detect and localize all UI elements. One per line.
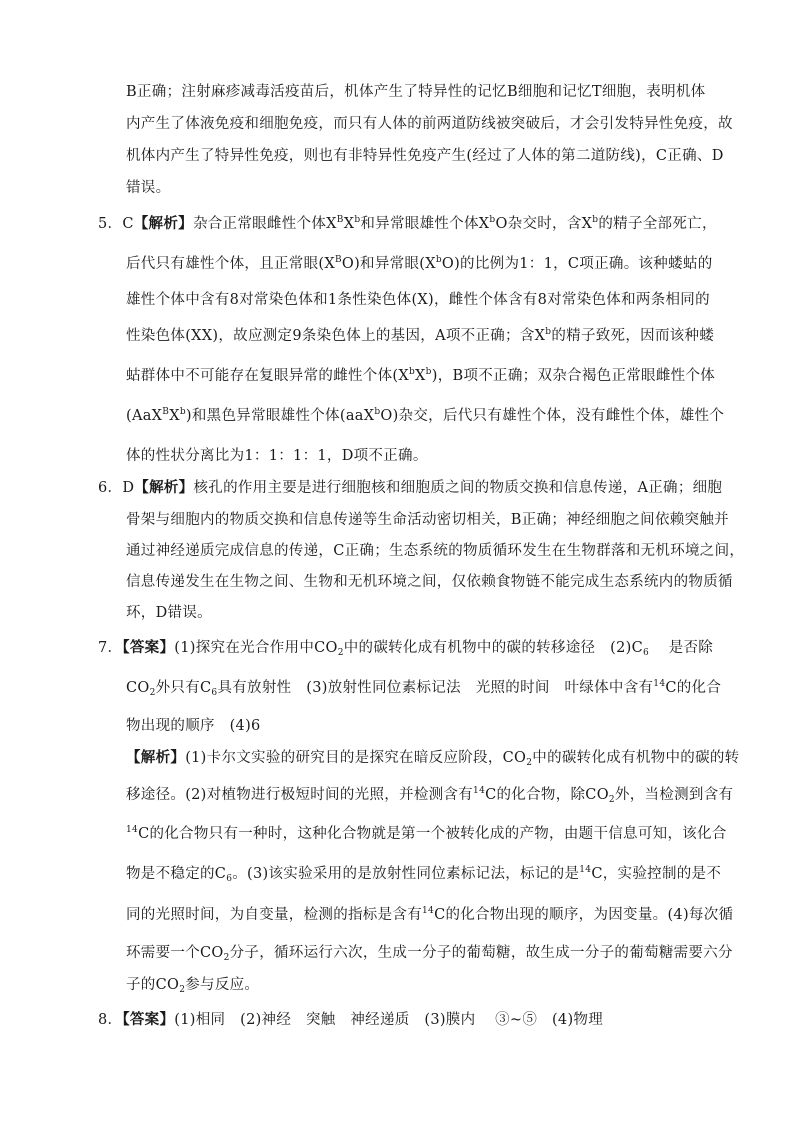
q5-text: 性染色体(XX)，故应测定9条染色体上的基因，A项不正确；含X [126, 328, 546, 344]
q5-number: 5．C [98, 216, 134, 232]
q6-tag: 【解析】 [134, 479, 194, 496]
sup: b [489, 215, 496, 225]
q7-text: 移途径。(2)对植物进行极短时间的光照，并检测含有 [126, 787, 474, 803]
q7-text: C的化合物只有一种时，这种化合物就是第一个被转化成的产物，由题干信息可知，该化合 [138, 826, 727, 842]
q7-text: 外，当检测到含有 [614, 787, 734, 803]
q6-line-2: 骨架与细胞内的物质交换和信息传递等生命活动密切相关，B正确；神经细胞之间依赖突触并 [126, 512, 729, 528]
sub: 6 [211, 688, 218, 698]
q8-text: (1)相同 (2)神经 突触 神经递质 (3)膜内 ③~⑤ (4)物理 [174, 1012, 603, 1028]
q4-line-2: 内产生了体液免疫和细胞免疫，而只有人体的前两道防线被突破后，才会引发特异性免疫，故 [126, 116, 733, 132]
q7-answer-line-2 [126, 678, 721, 698]
sub: 2 [179, 985, 186, 995]
sup: 14 [653, 679, 666, 689]
q7-text: C的化合 [665, 680, 722, 696]
q7-text: (1)探究在光合作用中CO [174, 640, 338, 656]
q6-line-4: 信息传递发生在生物之间、生物和无机环境之间，仅依赖食物链不能完成生态系统内的物质循 [126, 574, 733, 590]
q5-text: (AaX [126, 408, 163, 424]
q7-text: 子的CO [126, 977, 180, 993]
q5-text: O)的比例为1：1，C项正确。该种蝼蛄的 [441, 256, 713, 272]
sup: b [592, 215, 599, 225]
q7-text: 中的碳转化成有机物中的碳的转移途径 (2)C [343, 640, 643, 656]
q4-line-3: 机体内产生了特异性免疫，则也有非特异性免疫产生(经过了人体的第二道防线)，C正确、D [126, 148, 724, 164]
q5-text: 杂合正常眼雌性个体X [192, 216, 337, 232]
sup: b [179, 407, 186, 417]
sub: 2 [337, 648, 344, 658]
q7-analysis-line-4 [126, 864, 721, 884]
q7-text: CO [126, 680, 150, 696]
q7-text: 是否除 [649, 640, 714, 656]
q5-line-2 [126, 254, 713, 274]
sup: b [545, 327, 552, 337]
q5-text: 的精子全部死亡， [598, 216, 717, 232]
q5-line-6 [126, 406, 724, 426]
q5-line-7: 体的性状分离比为1：1：1：1，D项不正确。 [126, 448, 428, 464]
q5-text: )，B项不正确；双杂合褐色正常眼雌性个体 [431, 368, 716, 384]
q7-text: 中的碳转化成有机物中的碳的转 [532, 750, 740, 766]
q5-text: O)杂交，后代只有雄性个体，没有雌性个体，雄性个 [380, 408, 725, 424]
q5-text: )和黑色异常眼雄性个体(aaX [185, 408, 375, 424]
q5-text: X [343, 216, 355, 232]
q7-text: 参与反应。 [185, 977, 260, 993]
q7-text: 分子，循环运行六次，生成一分子的葡萄糖，故生成一分子的葡萄糖需要六分 [229, 945, 733, 961]
q6-text: 核孔的作用主要是进行细胞核和细胞质之间的物质交换和信息传递，A正确；细胞 [193, 480, 723, 496]
q4-line-1: B正确；注射麻疹减毒活疫苗后，机体产生了特异性的记忆B细胞和记忆T细胞，表明机体 [126, 84, 706, 100]
q7-text: C的化合物，除CO [485, 787, 609, 803]
q6-line-3: 通过神经递质完成信息的传递，C正确；生态系统的物质循环发生在生物群落和无机环境之间， [126, 543, 745, 559]
q7-text: 外只有C [155, 680, 212, 696]
q5-text: O)和异常眼(X [341, 256, 436, 272]
q4-line-4: 错误。 [126, 180, 171, 196]
sup: B [162, 407, 170, 417]
q5-text: 和异常眼雄性个体X [360, 216, 490, 232]
sup: b [425, 367, 432, 377]
q6-line-5: 环，D错误。 [126, 605, 212, 621]
q5-text: 的精子致死，因而该种蝼 [551, 328, 715, 344]
q7-answer-line-1 [98, 638, 713, 658]
q8-answer-line [98, 1010, 603, 1030]
q7-number: 7． [98, 640, 123, 656]
sup: b [354, 215, 361, 225]
q8-answer-tag: 【答案】 [122, 1011, 175, 1028]
q5-text: X [415, 368, 426, 384]
q7-analysis-line-2 [126, 785, 733, 805]
q5-line-3: 雄性个体中含有8对常染色体和1条性染色体(X)，雌性个体含有8对常染色体和两条相同的 [126, 292, 710, 308]
q7-analysis-line-6 [126, 943, 733, 963]
q7-text: 环需要一个CO [126, 945, 224, 961]
q5-line-4 [126, 326, 714, 346]
q7-answer-tag: 【答案】 [122, 639, 175, 656]
q5-text: 后代只有雄性个体，且正常眼(X [126, 256, 335, 272]
sup: B [336, 215, 344, 225]
q7-analysis-tag: 【解析】 [126, 749, 186, 766]
sup: b [408, 367, 416, 377]
sup: 14 [126, 825, 139, 835]
q7-analysis-line-1 [126, 748, 739, 768]
sup: 14 [579, 865, 592, 875]
q5-text: O杂交时，含X [495, 216, 593, 232]
sub: 2 [608, 795, 615, 805]
q5-line-1 [98, 214, 717, 234]
sub: 6 [642, 648, 649, 658]
q7-text: C，实验控制的是不 [591, 866, 722, 882]
q6-number: 6．D [98, 480, 135, 496]
sup: 14 [473, 786, 486, 796]
sub: 2 [223, 953, 230, 963]
sub: 6 [226, 874, 233, 884]
q7-answer-line-3: 物出现的顺序 (4)6 [126, 718, 261, 734]
q7-text: C的化合物出现的顺序，为因变量。(4)每次循 [434, 907, 734, 923]
q7-analysis-line-3 [126, 824, 727, 844]
q8-number: 8． [98, 1012, 123, 1028]
q5-text: 蛄群体中不可能存在复眼异常的雌性个体(X [126, 368, 409, 384]
q7-text: 。(3)该实验采用的是放射性同位素标记法，标记的是 [232, 866, 580, 882]
sub: 2 [526, 758, 533, 768]
q5-line-5 [126, 366, 715, 386]
q5-text: X [169, 408, 180, 424]
q5-tag: 【解析】 [133, 215, 193, 232]
sub: 2 [149, 688, 156, 698]
q7-text: (1)卡尔文实验的研究目的是探究在暗反应阶段，CO [185, 750, 527, 766]
q6-line-1 [98, 478, 722, 498]
q7-text: 同的光照时间，为自变量，检测的指标是含有 [126, 907, 422, 923]
sup: B [334, 255, 342, 265]
q7-text: 物是不稳定的C [126, 866, 227, 882]
sup: b [435, 255, 442, 265]
sup: b [374, 407, 381, 417]
q7-text: 具有放射性 (3)放射性同位素标记法 光照的时间 叶绿体中含有 [217, 680, 654, 696]
sup: 14 [422, 906, 435, 916]
q7-analysis-line-5 [126, 905, 733, 925]
q7-analysis-line-7 [126, 975, 259, 995]
